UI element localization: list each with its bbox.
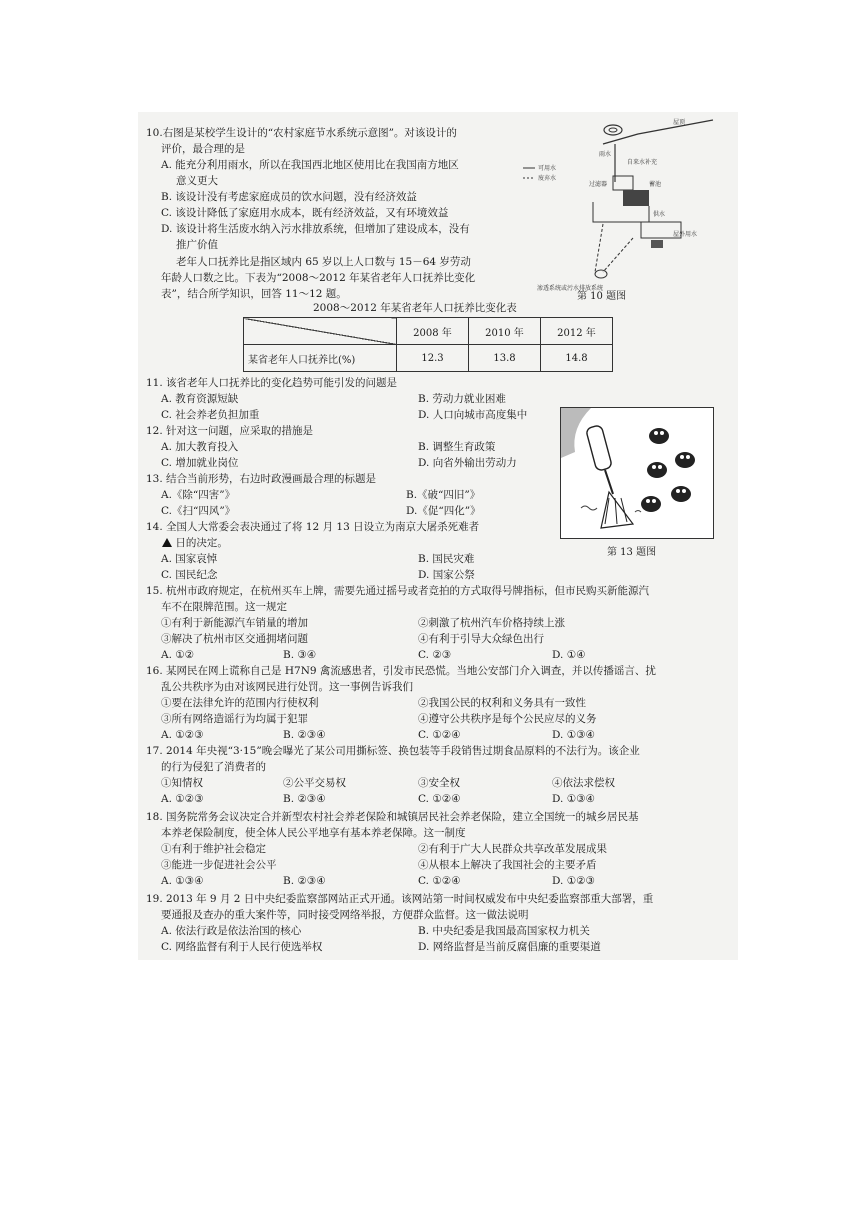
table-row-label: 某省老年人口抚养比(%) xyxy=(244,345,397,372)
q10-option-a: A. 能充分利用雨水，所以在我国西北地区使用比在我国南方地区 xyxy=(161,159,459,171)
q14-option-d: D. 国家公祭 xyxy=(418,569,475,581)
label-sewer: 渗透系统或污水排放系统 xyxy=(537,285,604,292)
table-year-2010: 2010 年 xyxy=(469,318,541,345)
q10-option-d: D. 该设计将生活废水纳入污水排放系统，但增加了建设成本，没有 xyxy=(161,223,470,235)
q13-option-c: C.《扫“四风”》 xyxy=(161,505,236,517)
q18-option-a: A. ①③④ xyxy=(161,875,204,887)
q15-statement-1: ①有利于新能源汽车销量的增加 xyxy=(161,617,308,629)
q16-option-c: C. ①②④ xyxy=(418,729,461,741)
label-pool: 蓄池 xyxy=(649,181,662,188)
intro-line2: 年龄人口数之比。下表为“2008～2012 年某省老年人口抚养比变化 xyxy=(161,272,476,284)
q14-option-b: B. 国民灾难 xyxy=(418,553,475,565)
q10-option-b: B. 该设计没有考虑家庭成员的饮水问题，没有经济效益 xyxy=(161,191,417,203)
label-outdoor: 屋外用水 xyxy=(673,231,698,238)
q14-option-a: A. 国家哀悼 xyxy=(161,553,218,565)
q18-statement-2: ②有利于广大人民群众共享改革发展成果 xyxy=(418,843,607,855)
q14-option-c: C. 国民纪念 xyxy=(161,569,218,581)
q10-option-d-cont: 推广价值 xyxy=(176,239,218,251)
table-title: 2008～2012 年某省老年人口抚养比变化表 xyxy=(313,302,517,314)
q10-option-a-cont: 意义更大 xyxy=(176,175,218,187)
q15-statement-4: ④有利于引导大众绿色出行 xyxy=(418,633,544,645)
q17-statement-3: ③安全权 xyxy=(418,777,460,789)
q17-option-c: C. ①②④ xyxy=(418,793,461,805)
q15-option-d: D. ①④ xyxy=(552,649,586,661)
figure-10-caption: 第 10 题图 xyxy=(577,291,627,302)
table-header-row xyxy=(244,318,613,345)
q12-option-b: B. 调整生育政策 xyxy=(418,441,496,453)
q16-statement-3: ③所有网络造谣行为均属于犯罪 xyxy=(161,713,308,725)
q18-option-d: D. ①②③ xyxy=(552,875,595,887)
q19-option-b: B. 中央纪委是我国最高国家权力机关 xyxy=(418,925,590,937)
q12-option-a: A. 加大教育投入 xyxy=(161,441,239,453)
q16-option-b: B. ②③④ xyxy=(283,729,326,741)
q19-stem-line1: 19. 2013 年 9 月 2 日中央纪委监察部网站正式开通。该网站第一时间权威发布中央纪委监察部重大部署，重 xyxy=(146,893,654,905)
q11-option-a: A. 教育资源短缺 xyxy=(161,393,239,405)
q17-stem-line2: 的行为侵犯了消费者的 xyxy=(161,761,266,773)
q11-stem: 11. 该省老年人口抚养比的变化趋势可能引发的问题是 xyxy=(146,377,398,389)
q18-option-b: B. ②③④ xyxy=(283,875,326,887)
q16-statement-4: ④遵守公共秩序是每个公民应尽的义务 xyxy=(418,713,597,725)
figure-10-water-system-diagram xyxy=(523,112,723,312)
figure-13-caption: 第 13 题图 xyxy=(607,547,657,558)
q18-option-c: C. ①②④ xyxy=(418,875,461,887)
label-roof: 屋顶 xyxy=(673,119,686,126)
q17-option-a: A. ①②③ xyxy=(161,793,204,805)
q13-option-d: D.《促“四化”》 xyxy=(406,505,481,517)
q15-stem-line2: 车不在限牌范围。这一规定 xyxy=(161,601,287,613)
q15-option-a: A. ①② xyxy=(161,649,195,661)
q14-stem-line2 xyxy=(162,536,228,550)
q10-stem-line1: 10.右图是某校学生设计的“农村家庭节水系统示意图”。对该设计的 xyxy=(146,127,457,139)
q19-option-c: C. 网络监督有利于人民行使选举权 xyxy=(161,941,323,953)
q11-option-b: B. 劳动力就业困难 xyxy=(418,393,506,405)
q19-option-d: D. 网络监督是当前反腐倡廉的重要渠道 xyxy=(418,941,601,953)
q11-option-d: D. 人口向城市高度集中 xyxy=(418,409,528,421)
q14-stem-line1: 14. 全国人大常委会表决通过了将 12 月 13 日设立为南京大屠杀死难者 xyxy=(146,521,480,533)
intro-line3: 表”，结合所学知识，回答 11～12 题。 xyxy=(161,288,347,300)
blank-triangle-icon xyxy=(162,538,172,547)
q18-statement-3: ③能进一步促进社会公平 xyxy=(161,859,277,871)
q17-statement-4: ④依法求偿权 xyxy=(552,777,615,789)
q17-option-d: D. ①③④ xyxy=(552,793,595,805)
cartoon-svg xyxy=(561,408,713,538)
label-supply: 供水 xyxy=(653,211,666,218)
q13-option-a: A.《除“四害”》 xyxy=(161,489,236,501)
q15-statement-3: ③解决了杭州市区交通拥堵问题 xyxy=(161,633,308,645)
q16-stem-line1: 16. 某网民在网上谎称自己是 H7N9 禽流感患者，引发市民恐慌。当地公安部门介入调查，并以传播谣言、扰 xyxy=(146,665,656,677)
label-waste: 废弃水 xyxy=(538,175,557,182)
elderly-dependency-table xyxy=(243,317,613,372)
table-year-2008: 2008 年 xyxy=(397,318,469,345)
figure-13-cartoon xyxy=(560,407,714,539)
table-value-2008: 12.3 xyxy=(397,345,469,372)
water-system-svg xyxy=(523,112,723,302)
label-filter: 过滤器 xyxy=(589,181,608,188)
q15-statement-2: ②刺激了杭州汽车价格持续上涨 xyxy=(418,617,565,629)
q16-option-d: D. ①③④ xyxy=(552,729,595,741)
q15-option-c: C. ②③ xyxy=(418,649,452,661)
label-supplement: 自来水补充 xyxy=(627,159,658,166)
q13-stem: 13. 结合当前形势，右边时政漫画最合理的标题是 xyxy=(146,473,377,485)
q19-stem-line2: 要通报及查办的重大案件等，同时接受网络举报，方便群众监督。这一做法说明 xyxy=(161,909,529,921)
q10-stem-line2: 评价，最合理的是 xyxy=(161,143,245,155)
q12-option-d: D. 向省外输出劳动力 xyxy=(418,457,517,469)
q10-option-c: C. 该设计降低了家庭用水成本，既有经济效益，又有环境效益 xyxy=(161,207,449,219)
q17-statement-2: ②公平交易权 xyxy=(283,777,346,789)
q15-option-b: B. ③④ xyxy=(283,649,317,661)
q12-option-c: C. 增加就业岗位 xyxy=(161,457,239,469)
q18-stem-line2: 本养老保险制度，使全体人民公平地享有基本养老保障。这一制度 xyxy=(161,827,466,839)
table-corner-cell xyxy=(244,318,397,345)
q15-stem-line1: 15. 杭州市政府规定，在杭州买车上牌，需要先通过摇号或者竞拍的方式取得号牌指标，但市民购买新能源汽 xyxy=(146,585,650,597)
label-drinkable: 可用水 xyxy=(538,165,557,172)
table-value-2012: 14.8 xyxy=(541,345,613,372)
table-data-row xyxy=(244,345,613,372)
q16-option-a: A. ①②③ xyxy=(161,729,204,741)
q13-option-b: B.《破“四旧”》 xyxy=(406,489,481,501)
q17-option-b: B. ②③④ xyxy=(283,793,326,805)
table-year-2012: 2012 年 xyxy=(541,318,613,345)
q17-stem-line1: 17. 2014 年央视“3·15”晚会曝光了某公司用撕标签、换包装等手段销售过期食品原料的不法行为。该企业 xyxy=(146,745,640,757)
q16-statement-2: ②我国公民的权利和义务具有一致性 xyxy=(418,697,586,709)
intro-line1: 老年人口抚养比是指区域内 65 岁以上人口数与 15－64 岁劳动 xyxy=(176,256,471,268)
q12-stem: 12. 针对这一问题，应采取的措施是 xyxy=(146,425,314,437)
q16-stem-line2: 乱公共秩序为由对该网民进行处罚。这一事例告诉我们 xyxy=(161,681,413,693)
q18-stem-line1: 18. 国务院常务会议决定合并新型农村社会养老保险和城镇居民社会养老保险，建立全国统一的城乡居民基 xyxy=(146,811,639,823)
q18-statement-1: ①有利于维护社会稳定 xyxy=(161,843,266,855)
q18-statement-4: ④从根本上解决了我国社会的主要矛盾 xyxy=(418,859,597,871)
q17-statement-1: ①知情权 xyxy=(161,777,203,789)
q19-option-a: A. 依法行政是依法治国的核心 xyxy=(161,925,302,937)
q16-statement-1: ①要在法律允许的范围内行使权利 xyxy=(161,697,319,709)
q11-option-c: C. 社会养老负担加重 xyxy=(161,409,260,421)
label-rain: 雨水 xyxy=(599,151,612,158)
table-value-2010: 13.8 xyxy=(469,345,541,372)
q14-stem-line2-text: 日的决定。 xyxy=(175,537,228,549)
